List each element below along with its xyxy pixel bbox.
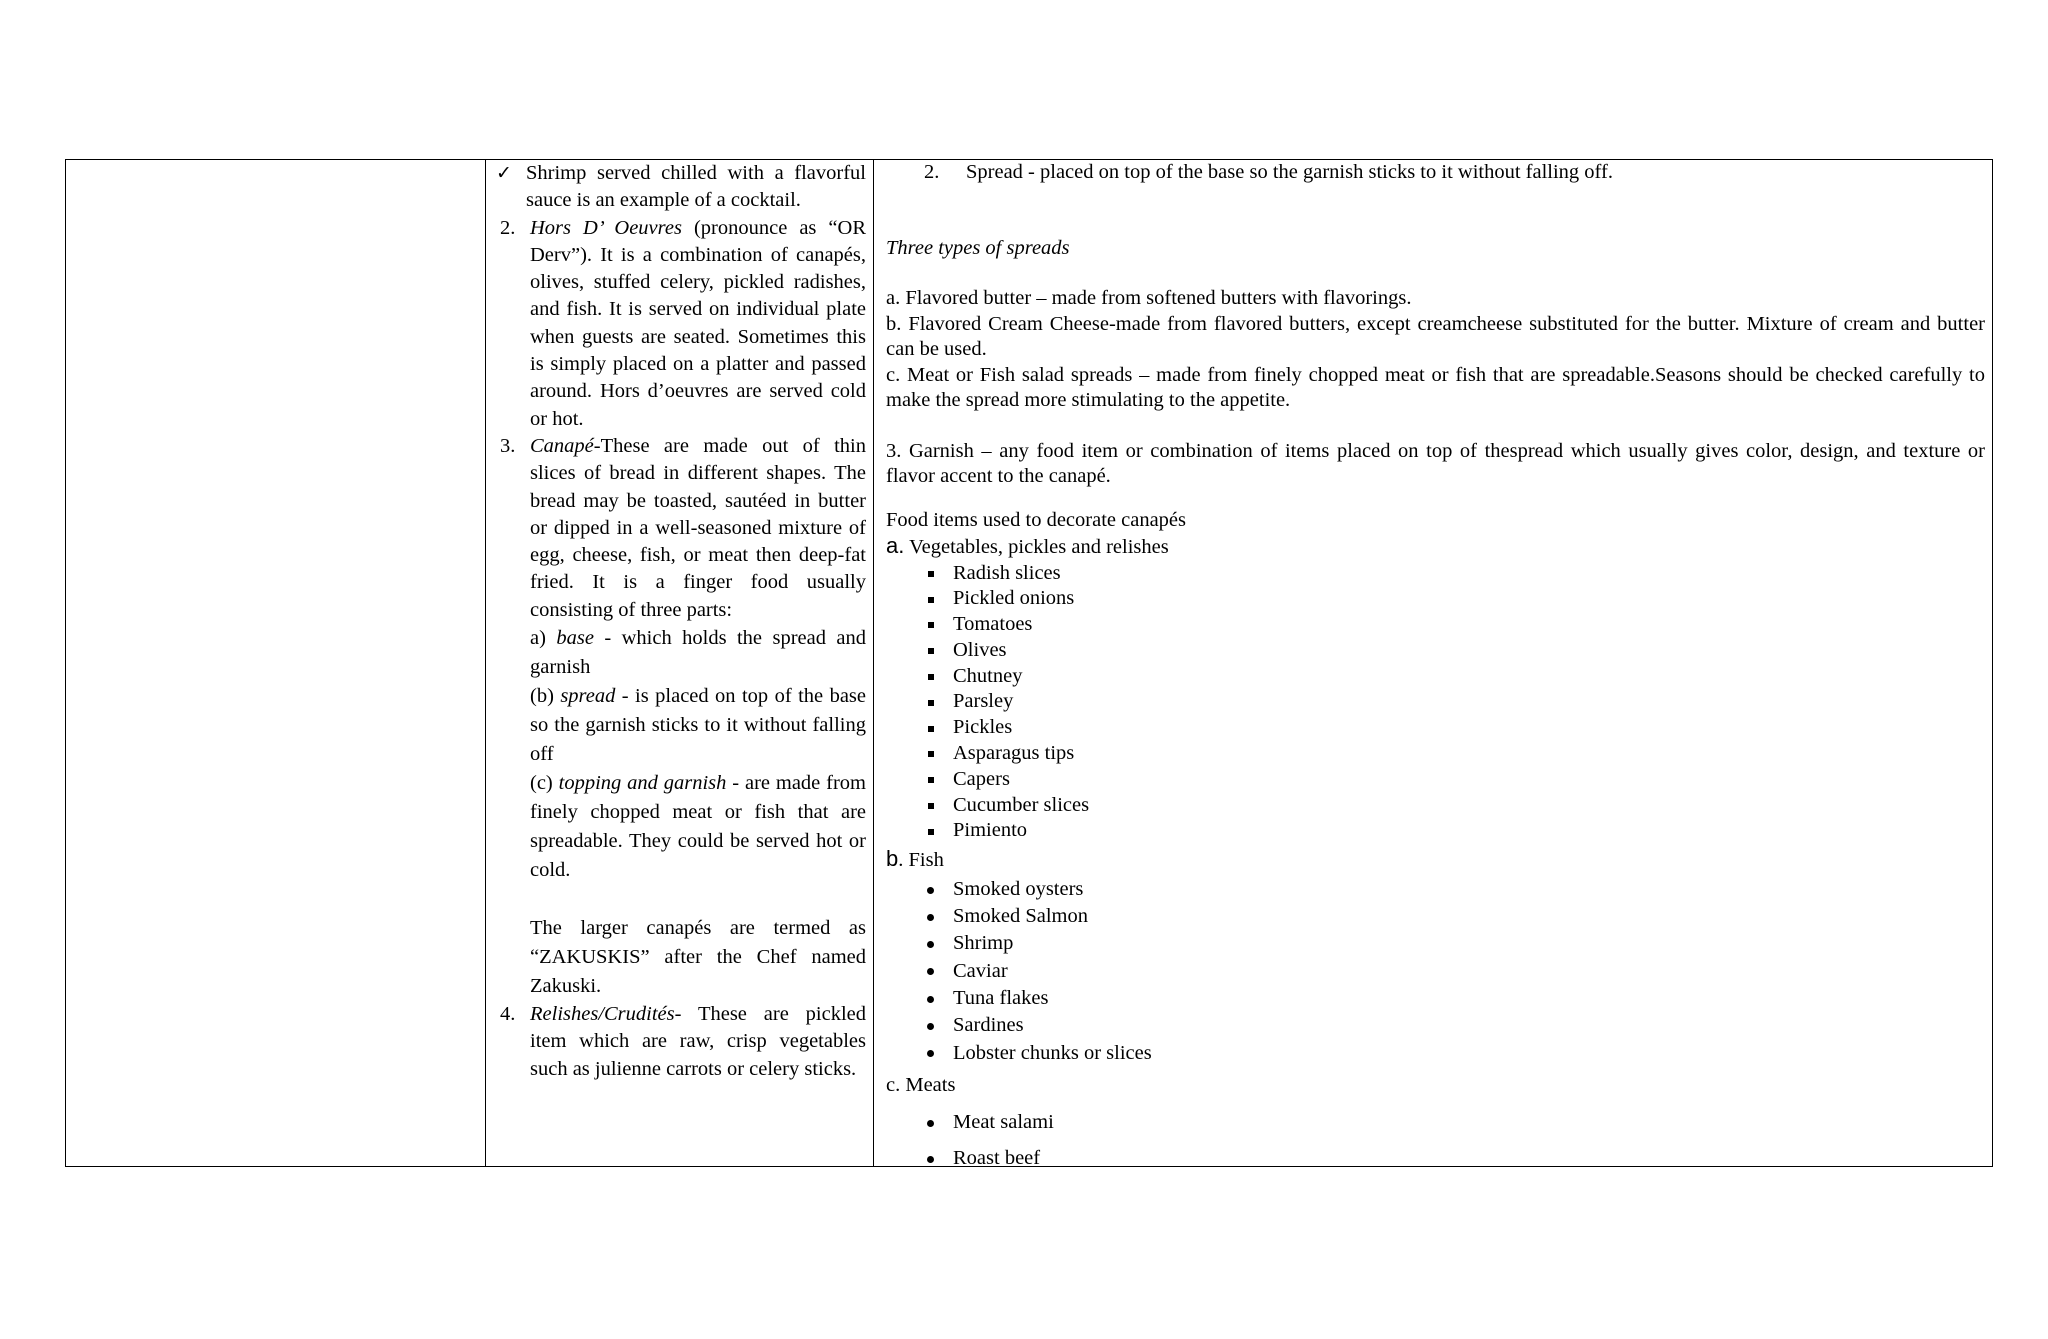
- list-item: [886, 612, 1985, 638]
- list-item-text: Smoked Salmon: [953, 905, 1088, 928]
- list-item: [886, 1012, 1985, 1039]
- square-bullet-icon: [886, 586, 953, 612]
- list-item: [886, 876, 1985, 903]
- content-table: [65, 159, 1993, 1167]
- term-relishes: Relishes/Crudités: [530, 1003, 675, 1026]
- part-a-desc: - which holds the spread and garnish: [530, 627, 866, 679]
- spread-b-text: b. Flavored Cream Cheese-made from flavored butters, except creamcheese substituted for the butter. Mixture of cream and butter can be used.: [886, 312, 1985, 360]
- list-item: [886, 586, 1985, 612]
- hors-doeuvres-text: [530, 215, 866, 433]
- list-item: [886, 903, 1985, 930]
- round-bullet-icon: [886, 1104, 953, 1140]
- list-item-text: Asparagus tips: [953, 742, 1075, 765]
- part-a-term: base: [556, 627, 594, 650]
- list-item-text: Pickled onions: [953, 587, 1075, 610]
- round-bullet-icon: [886, 903, 953, 930]
- round-bullet-icon: [886, 1140, 953, 1166]
- square-bullet-icon: [886, 689, 953, 715]
- square-bullet-icon: [886, 818, 953, 844]
- square-bullet-icon: [886, 612, 953, 638]
- list-item-text: Parsley: [953, 690, 1014, 713]
- list-item-text: Tomatoes: [953, 613, 1033, 636]
- list-item: [886, 741, 1985, 767]
- list-item-text: Radish slices: [953, 561, 1061, 584]
- decorate-heading: Food items used to decorate canapés: [886, 508, 1187, 531]
- list-item: [886, 818, 1985, 844]
- canape-text: [530, 433, 866, 624]
- part-c-desc: - are made from finely chopped meat or fish that are spreadable. They could be served hot or cold.: [530, 772, 866, 882]
- square-bullet-icon: [886, 664, 953, 690]
- vegetables-list: [886, 561, 1985, 845]
- list-item: [886, 1040, 1985, 1067]
- fish-list: [886, 876, 1985, 1067]
- relishes-desc: - These are pickled item which are raw, crisp vegetables such as julienne carrots or celery sticks.: [530, 1003, 866, 1080]
- list-number: 2.: [500, 216, 516, 239]
- list-item: [886, 1104, 1985, 1140]
- list-item-text: Chutney: [953, 664, 1023, 687]
- term-canape: Canapé: [530, 434, 594, 457]
- list-item: [886, 930, 1985, 957]
- list-item-text: Caviar: [953, 959, 1008, 982]
- canape-part-c: [530, 769, 866, 885]
- square-bullet-icon: [886, 767, 953, 793]
- list-item-text: Capers: [953, 767, 1010, 790]
- square-bullet-icon: [886, 561, 953, 587]
- list-item: [886, 638, 1985, 664]
- list-item: [886, 793, 1985, 819]
- group-b-heading: [886, 846, 1985, 874]
- list-item-text: Pimiento: [953, 819, 1028, 842]
- list-item-text: Smoked oysters: [953, 877, 1084, 900]
- list-number: 4.: [500, 1003, 516, 1026]
- cocktail-text: Shrimp served chilled with a flavorful sauce is an example of a cocktail.: [526, 162, 866, 212]
- spread-c-text: c. Meat or Fish salad spreads – made from finely chopped meat or fish that are spreadable.Seasons should be checked carefully to make the spread more stimulating to the appetite.: [886, 363, 1985, 411]
- part-b-desc: - is placed on top of the base so the garnish sticks to it without falling off: [530, 685, 866, 766]
- term-hors-doeuvres: Hors D’ Oeuvres: [530, 216, 682, 239]
- list-item: [886, 767, 1985, 793]
- list-item-text: Meat salami: [953, 1111, 1054, 1134]
- list-item: [886, 958, 1985, 985]
- part-a-prefix: a): [530, 627, 557, 650]
- part-b-prefix: (b): [530, 685, 561, 708]
- part-c-term: topping and garnish: [558, 772, 727, 795]
- list-item: [886, 1140, 1985, 1166]
- list-item-canape: [486, 433, 866, 1001]
- group-a-letter: a.: [886, 533, 905, 558]
- spreads-heading: Three types of spreads: [886, 236, 1070, 259]
- list-item-hors-doeuvres: [486, 215, 866, 433]
- hors-doeuvres-desc: (pronounce as “OR Derv”). It is a combination of canapés, olives, stuffed celery, pickled radishes, and fish. It is served on individual plate when guests are seated. Sometimes this is simply placed on a platter and passed around. Hors d’oeuvres are served cold or hot.: [530, 216, 866, 430]
- square-bullet-icon: [886, 715, 953, 741]
- list-item-text: Tuna flakes: [953, 986, 1049, 1009]
- square-bullet-icon: [886, 793, 953, 819]
- canape-part-b: [530, 682, 866, 769]
- list-item: [886, 561, 1985, 587]
- list-number: 2.: [924, 161, 940, 183]
- spread-text: Spread - placed on top of the base so the garnish sticks to it without falling off.: [966, 161, 1613, 183]
- checklist-item: [486, 160, 866, 215]
- round-bullet-icon: [886, 985, 953, 1012]
- spread-list-item: [886, 160, 1985, 186]
- right-cell: [874, 160, 1989, 1166]
- list-item-text: Shrimp: [953, 932, 1014, 955]
- list-item-text: Lobster chunks or slices: [953, 1041, 1152, 1064]
- part-b-term: spread: [560, 685, 616, 708]
- meats-list: [886, 1104, 1985, 1166]
- spread-a-text: a. Flavored butter – made from softened butters with flavorings.: [886, 287, 1412, 309]
- canape-desc: -These are made out of thin slices of bread in different shapes. The bread may be toasted, sautéed in butter or dipped in a well-seasoned mixture of egg, cheese, fish, or meat then deep-fat fried. It is a finger food usually consisting of three parts:: [530, 434, 866, 621]
- list-item: [886, 664, 1985, 690]
- list-item-text: Sardines: [953, 1014, 1024, 1037]
- list-item-relishes: [486, 1001, 866, 1083]
- list-item-text: Pickles: [953, 716, 1013, 739]
- list-item-text: Roast beef: [953, 1147, 1041, 1166]
- garnish-text: 3. Garnish – any food item or combination of items placed on top of thespread which usually gives color, design, and texture or flavor accent to the canapé.: [886, 439, 1985, 487]
- list-number: 3.: [500, 434, 516, 457]
- round-bullet-icon: [886, 876, 953, 903]
- group-a-label: Vegetables, pickles and relishes: [904, 536, 1169, 558]
- round-bullet-icon: [886, 930, 953, 957]
- part-c-prefix: (c): [530, 772, 559, 795]
- list-item: [886, 985, 1985, 1012]
- zakuskis-text: The larger canapés are termed as “ZAKUSKIS” after the Chef named Zakuski.: [530, 917, 866, 998]
- middle-cell: [486, 160, 876, 1166]
- relishes-text: [530, 1001, 866, 1083]
- list-item: [886, 689, 1985, 715]
- list-item: [886, 715, 1985, 741]
- list-item-text: Olives: [953, 638, 1007, 661]
- round-bullet-icon: [886, 1012, 953, 1039]
- round-bullet-icon: [886, 1040, 953, 1067]
- round-bullet-icon: [886, 958, 953, 985]
- checkmark-icon: ✓: [496, 162, 512, 184]
- square-bullet-icon: [886, 741, 953, 767]
- canape-part-a: [530, 624, 866, 682]
- left-empty-cell: [66, 160, 485, 1166]
- square-bullet-icon: [886, 638, 953, 664]
- list-item-text: Cucumber slices: [953, 793, 1090, 816]
- group-b-label: . Fish: [898, 849, 944, 872]
- group-b-letter: b: [886, 846, 899, 872]
- group-a-heading: [886, 533, 1985, 561]
- group-c-heading: c. Meats: [886, 1073, 956, 1096]
